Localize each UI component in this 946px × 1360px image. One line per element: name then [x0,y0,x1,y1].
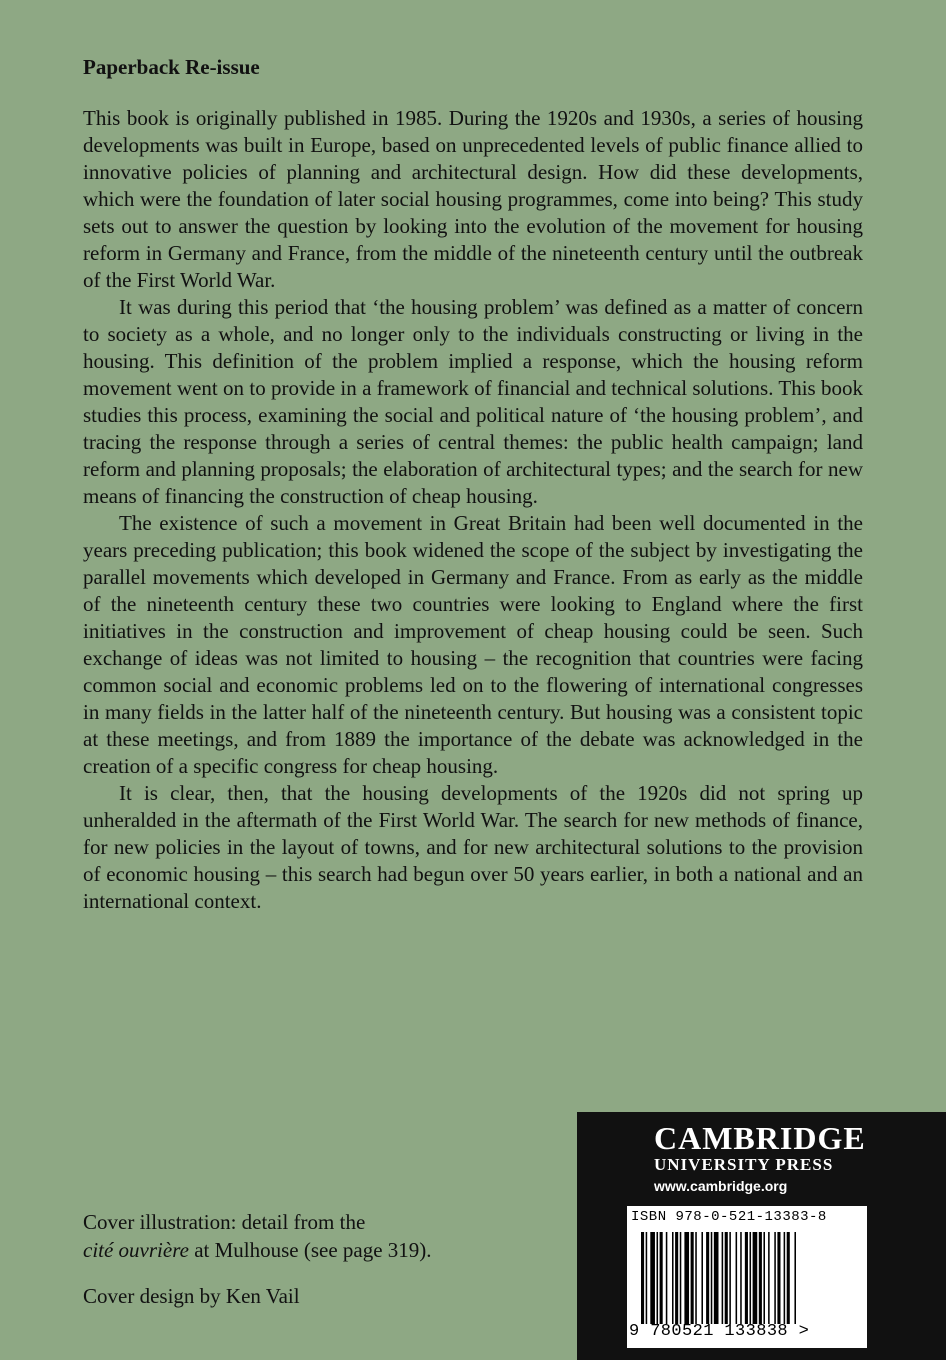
barcode-bar [768,1232,770,1324]
design-credit: Cover design by Ken Vail [83,1284,300,1308]
barcode-bar [750,1232,752,1324]
barcode-bar [675,1232,678,1324]
barcode-bar [763,1232,765,1324]
barcode-bar [657,1232,659,1324]
barcode-bar [646,1232,648,1324]
isbn-barcode [627,1206,867,1348]
blurb-paragraph-3: The existence of such a movement in Great Britain had been well documented in the years preceding publication; this book widened the scope of the subject by investigating the parallel movements which developed in Germany and France. From as early as the middle of the nineteenth century these two countries were looking to England where the first initiatives in the construction and improvement of cheap housing could be seen. Such exchange of ideas was not limited to housing – the recognition that countries were facing common social and economic problems led on to the flowering of international congresses in many fields in the latter half of the nineteenth century. But housing was a consistent topic at these meetings, and from 1889 the importance of the debate was acknowledged in the creation of a specific congress for cheap housing. [83,511,863,778]
barcode-bar [691,1232,694,1324]
barcode-bar [641,1232,644,1324]
barcode-bar [680,1232,682,1324]
illustration-credit-line1: Cover illustration: detail from the [83,1210,366,1234]
cover-credits [83,1208,432,1310]
barcode-bar [794,1232,796,1324]
barcode-bar [736,1232,738,1324]
barcode-bar [725,1232,728,1324]
publisher-url: www.cambridge.org [654,1178,788,1194]
barcode-bars [641,1232,841,1324]
barcode-bar [740,1232,742,1324]
barcode-bar [784,1232,786,1324]
barcode-bar [695,1232,697,1324]
barcode-bar [660,1232,663,1324]
blurb-text [83,105,863,915]
barcode-bar [684,1232,689,1324]
publisher-block [577,1112,946,1360]
blurb-paragraph-2: It was during this period that ‘the housing problem’ was defined as a matter of concern to society as a whole, and no longer only to the individuals constructing or living in the housing. This definition of the problem implied a response, which the housing reform movement went on to provide in a framework of financial and technical solutions. This book studies this process, examining the social and political nature of ‘the housing problem’, and tracing the response through a series of central themes: the public health campaign; land reform and planning proposals; the elaboration of architectural types; and the search for new means of financing the construction of cheap housing. [83,295,863,508]
barcode-bar [787,1232,790,1324]
publisher-subtitle: UNIVERSITY PRESS [654,1155,834,1174]
barcode-bar [666,1232,668,1324]
barcode-bar [714,1232,719,1324]
back-cover-heading: Paperback Re-issue [83,55,260,79]
barcode-bar [774,1232,776,1324]
publisher-name: CAMBRIDGE [654,1120,866,1156]
barcode-bar [706,1232,709,1324]
illustration-credit-rest: at Mulhouse (see page 319). [188,1238,432,1262]
barcode-bar [729,1232,731,1324]
isbn-label: ISBN 978-0-521-13383-8 [631,1209,827,1225]
barcode-bar [711,1232,713,1324]
barcode-bar [650,1232,655,1324]
barcode-bar [759,1232,762,1324]
barcode-digits: 9 780521 133838 > [629,1322,810,1341]
barcode-bar [722,1232,724,1324]
barcode-bar [672,1232,674,1324]
barcode-bar [753,1232,758,1324]
blurb-paragraph-1: This book is originally published in 1985. During the 1920s and 1930s, a series of housing developments was built in Europe, based on unprecedented levels of public finance allied to innovative policies of planning and architectural design. How did these developments, which were the foundation of later social housing programmes, come into being? This study sets out to answer the question by looking into the evolution of the movement for housing reform in Germany and France, from the middle of the nineteenth century until the outbreak of the First World War. [83,106,863,292]
blurb-paragraph-4: It is clear, then, that the housing developments of the 1920s did not spring up unheralded in the aftermath of the First World War. The search for new methods of finance, for new policies in the layout of towns, and for new architectural solutions to the provision of economic housing – this search had begun over 50 years earlier, in both a national and an international context. [83,781,863,913]
barcode-bar [745,1232,748,1324]
barcode-bar [701,1232,703,1324]
illustration-credit-italic: cité ouvrière [83,1238,189,1262]
illustration-credit-line2 [83,1236,432,1264]
barcode-bar [777,1232,780,1324]
